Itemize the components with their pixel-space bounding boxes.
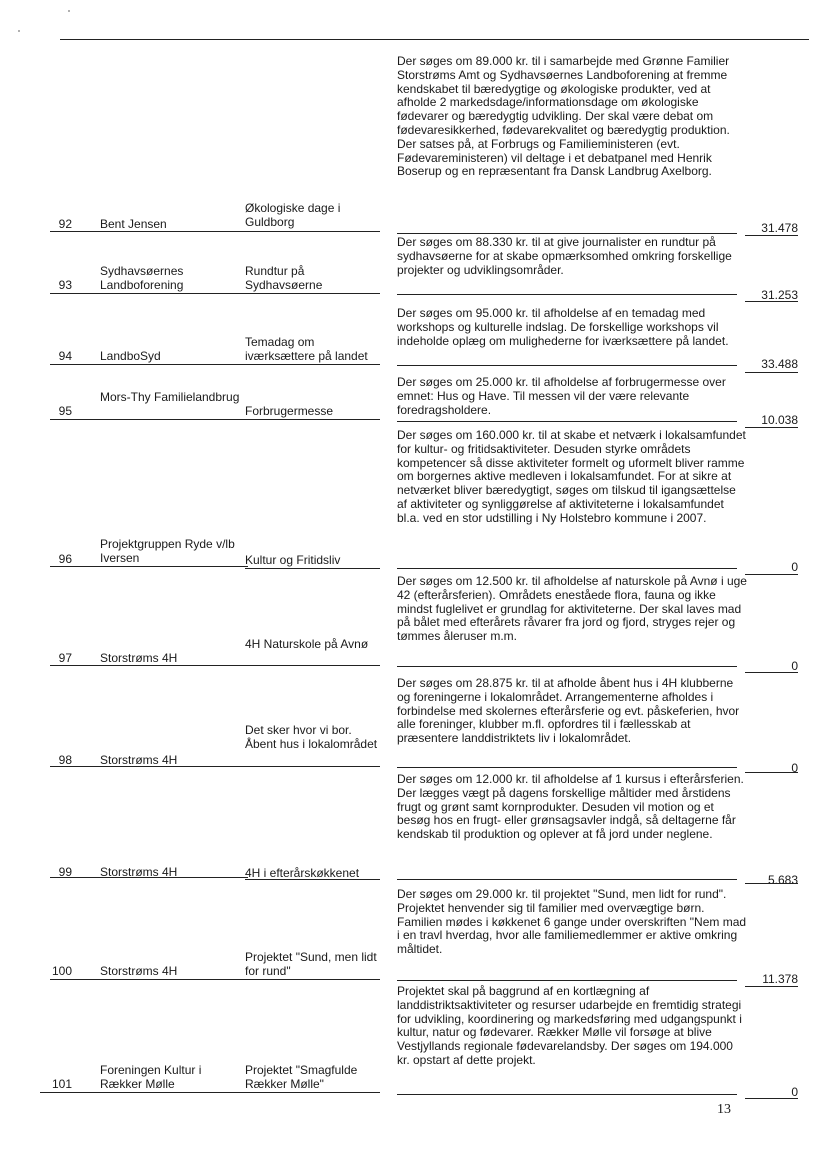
scan-speck xyxy=(68,10,70,12)
row-rule xyxy=(397,365,737,366)
row-applicant: LandboSyd xyxy=(100,349,161,363)
row-rule xyxy=(50,665,248,666)
row-applicant: Storstrøms 4H xyxy=(100,964,178,978)
row-rule xyxy=(245,879,380,880)
row-amount: 31.253 xyxy=(761,288,798,302)
row-rule xyxy=(745,372,798,373)
row-rule xyxy=(745,672,798,673)
row-rule xyxy=(50,877,248,878)
row-description: Der søges om 25.000 kr. til afholdelse af forbrugermesse over emnet: Hus og Have. Til messen vil der være relevante foredragsholdere. xyxy=(397,375,726,417)
row-rule xyxy=(397,666,737,667)
row-rule xyxy=(50,979,248,980)
row-applicant: Sydhavsøernes Landboforening xyxy=(100,264,184,292)
row-amount: 0 xyxy=(791,761,798,775)
row-rule xyxy=(745,883,798,884)
table-row xyxy=(50,375,798,427)
row-description: Der søges om 95.000 kr. til afholdelse af en temadag med workshops og kulturelle indslag. De forskellige workshops vil indeholde oplæg om mulighederne for iværksættere på landet. xyxy=(397,306,729,348)
row-rule xyxy=(245,231,380,232)
row-title: Rundtur på Sydhavsøerne xyxy=(245,264,323,292)
row-number: 95 xyxy=(58,404,72,418)
row-number: 99 xyxy=(58,865,72,879)
row-title: Temadag om iværksættere på landet xyxy=(245,335,368,363)
table-row xyxy=(50,887,798,988)
row-description: Der søges om 12.500 kr. til afholdelse af naturskole på Avnø i uge 42 (efterårsferien). Områdets eneståede flora, fauna og ikke mindst fuglelivet er grundlag for aktiviteterne. Der skal laves mad på bålet med efterårets råvarer fra jord og fjord, stryges rejer og tømmes åleruser m.m. xyxy=(397,574,747,644)
table-row xyxy=(50,984,798,1105)
table-row xyxy=(50,676,798,777)
row-rule xyxy=(40,1092,248,1093)
row-description: Der søges om 28.875 kr. til at afholde åbent hus i 4H klubberne og foreningerne i lokalområdet. Arrangementerne afholdes i forbindelse med skolernes efterårsferie og evt. påskeferien, hvor alle foreninger, klubber m.fl. opfordres til i fællesskab at præsentere landdistriktets liv i lokalområdet. xyxy=(397,676,740,746)
row-number: 93 xyxy=(58,278,72,292)
row-title: Kultur og Fritidsliv xyxy=(245,553,341,567)
row-rule xyxy=(745,427,798,428)
row-applicant: Projektgruppen Ryde v/lb Iversen xyxy=(100,537,235,565)
row-description: Der søges om 12.000 kr. til afholdelse af 1 kursus i efterårsferien. Der lægges vægt på dagens forskellige måltider med årstidens frugt og grønt samt kornprodukter. Desuden vil motion og et besøg hos en frugt- eller grønsagsavler indgå, så deltagerne får kendskab til produktion og oplever at få jord under neglene. xyxy=(397,772,744,842)
table-row xyxy=(50,235,798,302)
row-rule xyxy=(397,421,737,422)
table-row xyxy=(50,772,798,887)
row-title: 4H Naturskole på Avnø xyxy=(245,637,369,651)
row-rule xyxy=(745,1098,798,1099)
table-row xyxy=(50,574,798,675)
row-number: 98 xyxy=(58,753,72,767)
row-rule xyxy=(745,301,798,302)
row-amount: 31.478 xyxy=(761,221,798,235)
page-number: 13 xyxy=(717,1102,731,1117)
row-amount: 0 xyxy=(791,560,798,574)
row-amount: 10.038 xyxy=(761,413,798,427)
row-applicant: Bent Jensen xyxy=(100,217,167,231)
row-number: 97 xyxy=(58,651,72,665)
row-number: 101 xyxy=(51,1077,72,1091)
row-rule xyxy=(397,767,737,768)
row-rule xyxy=(50,766,248,767)
row-rule xyxy=(245,979,380,980)
row-rule xyxy=(245,419,380,420)
row-rule xyxy=(50,419,248,420)
row-rule xyxy=(50,364,248,365)
table-row xyxy=(50,54,798,235)
row-number: 92 xyxy=(58,217,72,231)
row-rule xyxy=(245,1092,380,1093)
row-rule xyxy=(245,293,380,294)
row-title: 4H i efterårskøkkenet xyxy=(245,866,360,880)
row-rule xyxy=(245,568,380,569)
table-row xyxy=(50,428,798,574)
row-amount: 0 xyxy=(791,659,798,673)
row-applicant: Storstrøms 4H xyxy=(100,865,178,879)
top-rule xyxy=(60,39,809,40)
row-rule xyxy=(50,566,248,567)
row-description: Der søges om 29.000 kr. til projektet "Sund, men lidt for rund". Projektet henvender sig til familier med overvægtige børn. Familien mødes i køkkenet 6 gange under overskriften "Nem mad i en travl hverdag, hvor alle familiemedlemmer er aktive omkring måltidet. xyxy=(397,887,747,957)
row-description: Projektet skal på baggrund af en kortlægning af landdistriktsaktiviteter og resurser udarbejde en fremtidig strategi for udvikling, koordinering og markedsføring med udgangspunkt i kultur, natur og fødevarer. Rækker Mølle vil forsøge at blive Vestjyllands regionale fødevarelandsby. Der søges om 194.000 kr. opstart af dette projekt. xyxy=(397,984,742,1067)
row-amount: 0 xyxy=(791,1085,798,1099)
row-description: Der søges om 88.330 kr. til at give journalister en rundtur på sydhavsøerne for at skabe opmærksomhed omkring forskellige projekter og udviklingsområder. xyxy=(397,235,732,277)
row-rule xyxy=(245,665,380,666)
row-amount: 33.488 xyxy=(761,357,798,371)
row-title: Økologiske dage i Guldborg xyxy=(245,201,341,229)
row-rule xyxy=(397,568,737,569)
row-amount: 5.683 xyxy=(767,873,798,887)
row-rule xyxy=(50,231,248,232)
row-description: Der søges om 89.000 kr. til i samarbejde med Grønne Familier Storstrøms Amt og Sydhavsøernes Landboforening at fremme kendskabet til bæredygtige og økologiske produkter, ved at afholde 2 markedsdage/informationsdage om økologiske fødevarer og bæredygtig udvikling. Der skal være debat om fødevaresikkerhed, fødevarekvalitet og bæredygtig produktion. Der satses på, at Forbrugs og Familieministeren (evt. Fødevareministeren) vil deltage i et debatpanel med Henrik Boserup og en repræsentant fra Dansk Landbrug Axelborg. xyxy=(397,54,730,179)
row-title: Det sker hvor vi bor. Åbent hus i lokalområdet xyxy=(245,723,378,751)
row-rule xyxy=(50,293,248,294)
table-row xyxy=(50,306,798,372)
scan-speck xyxy=(18,30,20,32)
row-title: Projektet "Sund, men lidt for rund" xyxy=(245,950,377,978)
row-rule xyxy=(397,233,737,234)
row-rule xyxy=(397,294,737,295)
row-number: 100 xyxy=(51,964,72,978)
row-number: 94 xyxy=(58,349,72,363)
row-applicant: Foreningen Kultur i Rækker Mølle xyxy=(100,1063,202,1091)
row-number: 96 xyxy=(58,552,72,566)
row-rule xyxy=(397,1094,737,1095)
row-applicant: Storstrøms 4H xyxy=(100,753,178,767)
row-rule xyxy=(245,766,380,767)
row-title: Projektet "Smagfulde Rækker Mølle" xyxy=(245,1063,358,1091)
row-description: Der søges om 160.000 kr. til at skabe et netværk i lokalsamfundet for kultur- og fritidsaktiviteter. Desuden styrke områdets kompetencer så disse aktiviteter formelt og uformelt bliver ramme om borgernes aktive medleven i lokalsamfundet. For at sikre at netværket bliver bæredygtigt, søges om tilskud til igangsættelse af aktiviteter og synliggørelse af aktiviteterne i lokalsamfundet bl.a. ved en stor udstilling i Ny Holstebro kommune i 2007. xyxy=(397,428,746,525)
row-rule xyxy=(245,364,380,365)
row-rule xyxy=(397,879,737,880)
row-rule xyxy=(397,980,737,981)
row-applicant: Mors-Thy Familielandbrug xyxy=(100,390,240,404)
row-applicant: Storstrøms 4H xyxy=(100,651,178,665)
row-title: Forbrugermesse xyxy=(245,404,334,418)
row-amount: 11.378 xyxy=(762,972,798,986)
